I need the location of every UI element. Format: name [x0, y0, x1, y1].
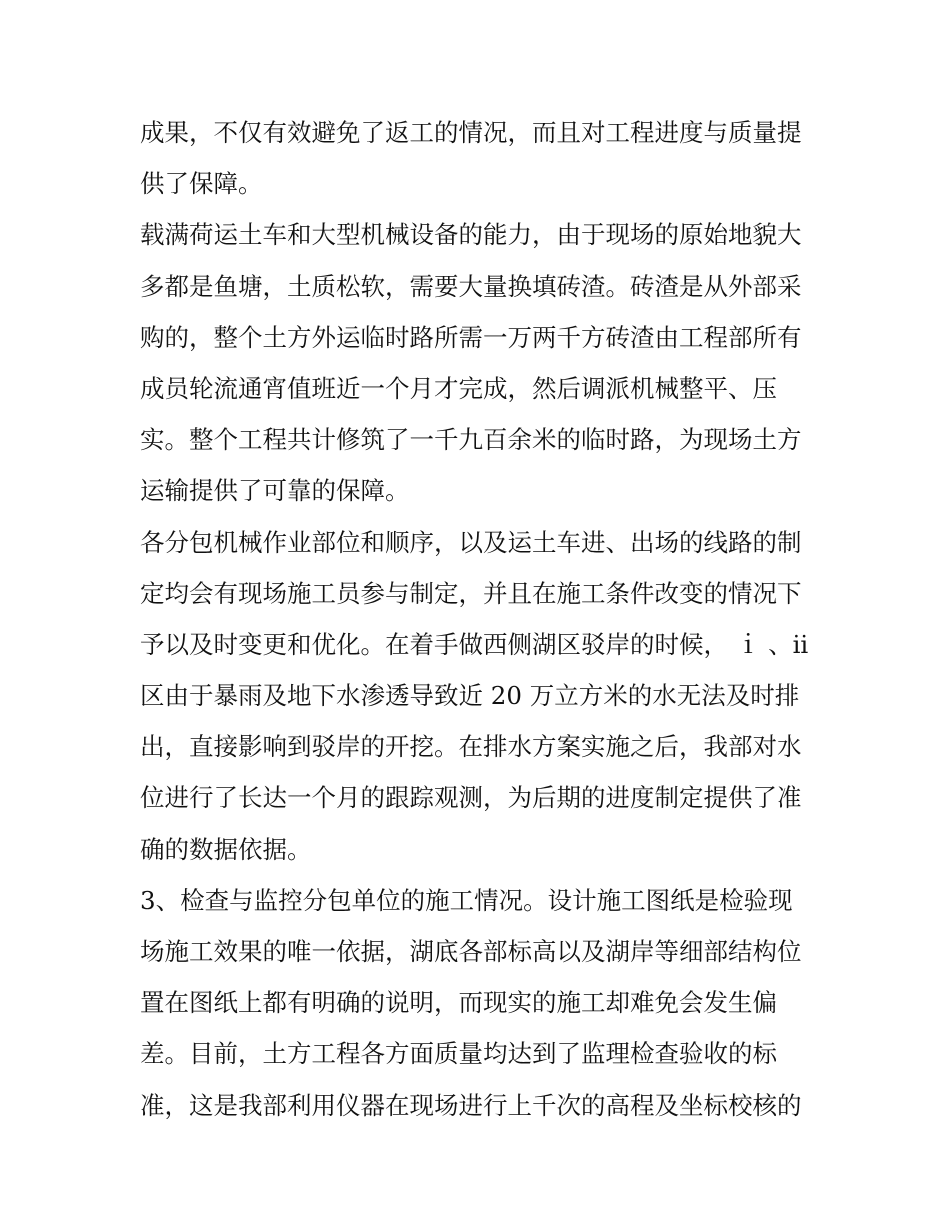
text-line: 载满荷运土车和大型机械设备的能力，由于现场的原始地貌大: [140, 220, 802, 250]
text-line: 位进行了长达一个月的跟踪观测，为后期的进度制定提供了准: [140, 783, 802, 813]
text-line: 各分包机械作业部位和顺序，以及运土车进、出场的线路的制: [140, 527, 802, 557]
text-line: 定均会有现场施工员参与制定，并且在施工条件改变的情况下: [140, 578, 802, 608]
text-line: 购的，整个土方外运临时路所需一万两千方砖渣由工程部所有: [140, 322, 802, 352]
text-line: 差。目前，土方工程各方面质量均达到了监理检查验收的标: [140, 1039, 777, 1069]
text-line: 区由于暴雨及地下水渗透导致近 20 万立方米的水无法及时排: [140, 681, 800, 711]
text-line: 出，直接影响到驳岸的开挖。在排水方案实施之后，我部对水: [140, 732, 802, 762]
text-line: 确的数据依据。: [140, 834, 312, 864]
text-line: 准，这是我部利用仪器在现场进行上千次的高程及坐标校核的: [140, 1090, 802, 1120]
text-line: 多都是鱼塘，土质松软，需要大量换填砖渣。砖渣是从外部采: [140, 271, 802, 301]
text-line: 成果，不仅有效避免了返工的情况，而且对工程进度与质量提: [140, 118, 802, 147]
text-line: 供了保障。: [140, 169, 263, 199]
text-line: 运输提供了可靠的保障。: [140, 476, 410, 506]
text-line: 场施工效果的唯一依据，湖底各部标高以及湖岸等细部结构位: [140, 937, 802, 966]
text-line: 予以及时变更和优化。在着手做西侧湖区驳岸的时候， ｉ 、ii: [140, 629, 809, 659]
body-text: [140, 107, 820, 1131]
text-line: 实。整个工程共计修筑了一千九百余米的临时路，为现场土方: [140, 425, 802, 455]
text-line: 3、检查与监控分包单位的施工情况。设计施工图纸是检验现: [140, 885, 793, 915]
text-line: 置在图纸上都有明确的说明，而现实的施工却难免会发生偏: [140, 988, 777, 1018]
text-line: 成员轮流通宵值班近一个月才完成，然后调派机械整平、压: [140, 373, 777, 403]
